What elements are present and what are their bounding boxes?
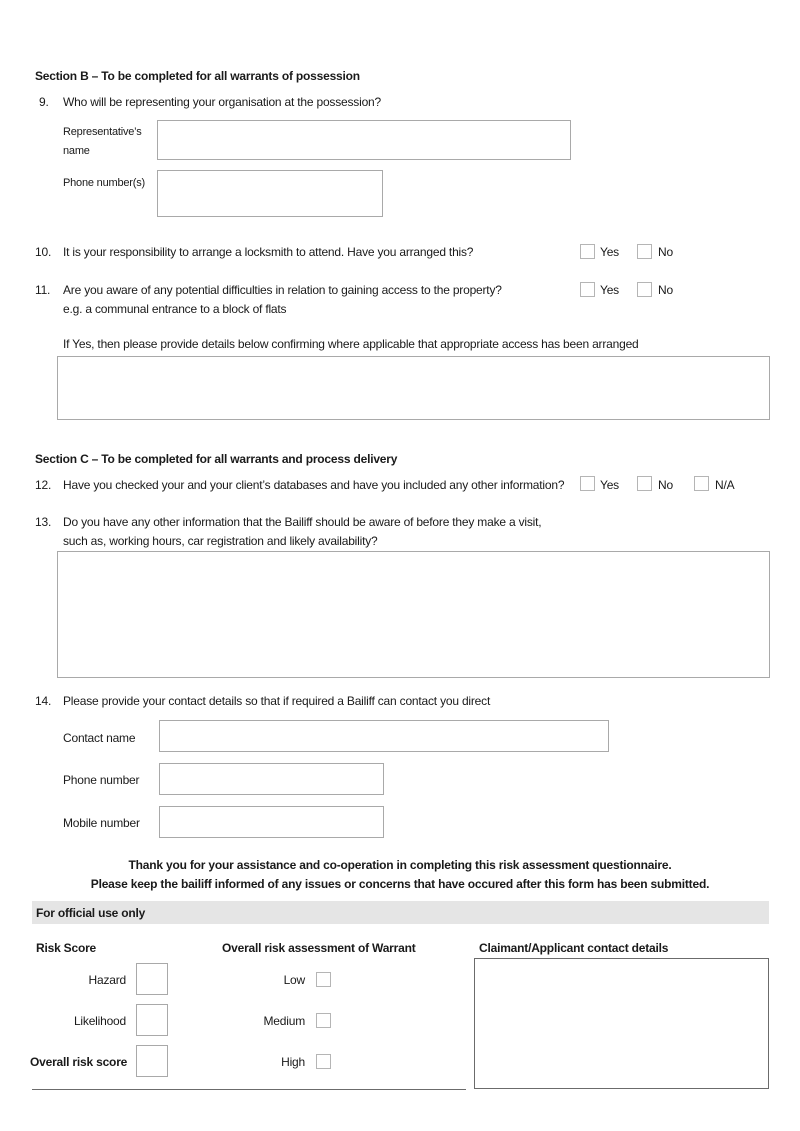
overall-risk-score-input[interactable] <box>136 1045 168 1077</box>
q10-yes-checkbox[interactable] <box>580 244 595 259</box>
q10-no-label: No <box>658 245 673 259</box>
rep-name-label: Representative’s <box>63 126 142 138</box>
q11-text: Are you aware of any potential difficulties in relation to gaining access to the property? <box>63 283 502 297</box>
q10-number: 10. <box>35 245 52 259</box>
official-divider <box>32 1089 466 1090</box>
contact-phone-input[interactable] <box>159 763 384 795</box>
q13-text: Do you have any other information that the Bailiff should be aware of before they make a visit, <box>63 515 542 529</box>
q13-textarea[interactable] <box>57 551 770 678</box>
contact-phone-label: Phone number <box>63 773 140 787</box>
low-checkbox[interactable] <box>316 972 331 987</box>
claimant-heading: Claimant/Applicant contact details <box>479 941 669 955</box>
q13-number: 13. <box>35 515 52 529</box>
thanks-line-2: Please keep the bailiff informed of any issues or concerns that have occured after this form has been submitted. <box>90 877 710 891</box>
q11-yes-checkbox[interactable] <box>580 282 595 297</box>
q11-no-label: No <box>658 283 673 297</box>
hazard-score-input[interactable] <box>136 963 168 995</box>
high-checkbox[interactable] <box>316 1054 331 1069</box>
overall-risk-score-label: Overall risk score <box>30 1055 128 1069</box>
q11-yes-label: Yes <box>600 283 619 297</box>
low-label: Low <box>283 973 305 987</box>
likelihood-score-input[interactable] <box>136 1004 168 1036</box>
contact-name-input[interactable] <box>159 720 609 752</box>
q11-details-textarea[interactable] <box>57 356 770 420</box>
likelihood-label: Likelihood <box>73 1014 126 1028</box>
q12-na-checkbox[interactable] <box>694 476 709 491</box>
rep-phone-label: Phone number(s) <box>63 177 145 189</box>
medium-checkbox[interactable] <box>316 1013 331 1028</box>
q9-text: Who will be representing your organisation at the possession? <box>63 95 381 109</box>
rep-phone-input[interactable] <box>157 170 383 217</box>
section-c-title: Section C – To be completed for all warrants and process delivery <box>35 452 398 466</box>
official-use-title: For official use only <box>36 906 146 920</box>
q14-text: Please provide your contact details so that if required a Bailiff can contact you direct <box>63 694 491 708</box>
q12-text: Have you checked your and your client’s databases and have you included any other information? <box>63 478 565 492</box>
high-label: High <box>281 1055 305 1069</box>
q12-yes-label: Yes <box>600 478 619 492</box>
rep-name-input[interactable] <box>157 120 571 160</box>
q12-na-label: N/A <box>715 478 735 492</box>
q10-text: It is your responsibility to arrange a locksmith to attend. Have you arranged this? <box>63 245 474 259</box>
q12-number: 12. <box>35 478 52 492</box>
q11-details-prompt: If Yes, then please provide details below confirming where applicable that appropriate access has been arranged <box>63 337 639 351</box>
medium-label: Medium <box>263 1014 305 1028</box>
q10-no-checkbox[interactable] <box>637 244 652 259</box>
q9-number: 9. <box>39 95 49 109</box>
hazard-label: Hazard <box>88 973 126 987</box>
q10-yes-label: Yes <box>600 245 619 259</box>
q14-number: 14. <box>35 694 52 708</box>
risk-score-heading: Risk Score <box>36 941 97 955</box>
contact-mobile-label: Mobile number <box>63 816 140 830</box>
contact-mobile-input[interactable] <box>159 806 384 838</box>
q11-number: 11. <box>35 283 51 297</box>
q11-no-checkbox[interactable] <box>637 282 652 297</box>
q12-no-checkbox[interactable] <box>637 476 652 491</box>
overall-assessment-heading: Overall risk assessment of Warrant <box>222 941 416 955</box>
q11-text-line2: e.g. a communal entrance to a block of flats <box>63 302 287 316</box>
section-b-title: Section B – To be completed for all warrants of possession <box>35 69 360 83</box>
claimant-details-textarea[interactable] <box>474 958 769 1089</box>
thanks-line-1: Thank you for your assistance and co-operation in completing this risk assessment questionnaire. <box>128 858 672 872</box>
q12-no-label: No <box>658 478 673 492</box>
q13-text-line2: such as, working hours, car registration and likely availability? <box>63 534 378 548</box>
q12-yes-checkbox[interactable] <box>580 476 595 491</box>
contact-name-label: Contact name <box>63 731 136 745</box>
rep-name-label-line2: name <box>63 145 90 157</box>
